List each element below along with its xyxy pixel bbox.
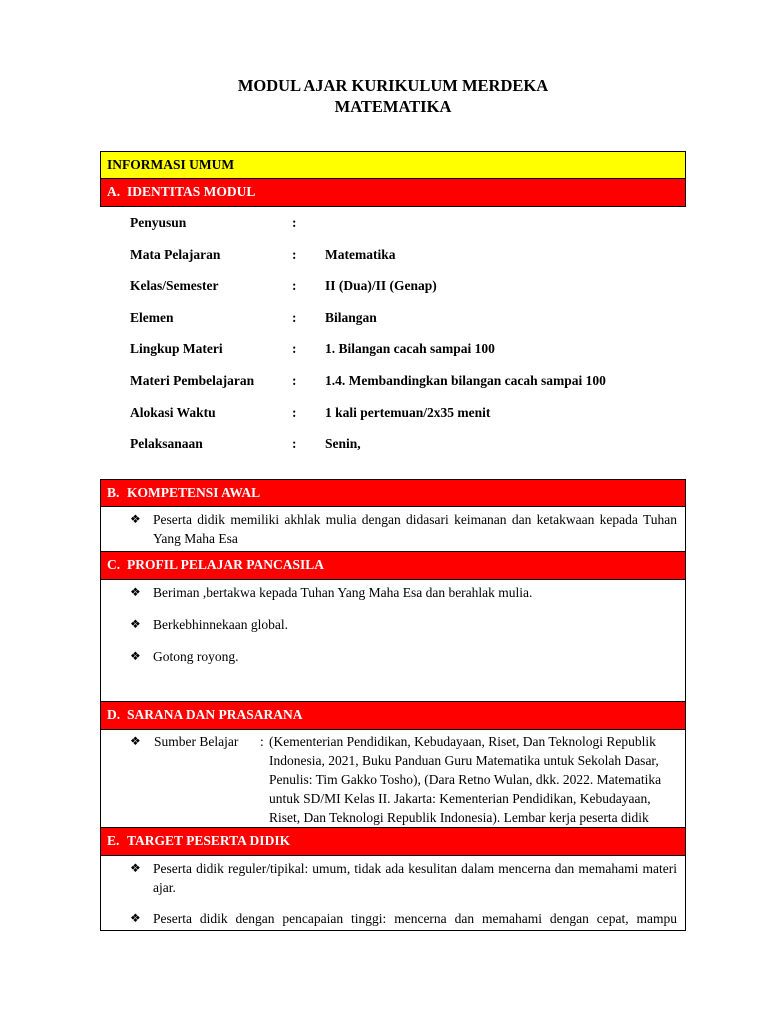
section-c-letter: C. [107,557,121,572]
row-value: Matematika [325,247,396,262]
list-item [101,859,685,897]
row-label: Penyusun [130,215,187,230]
section-b-letter: B. [107,485,120,500]
section-d-letter: D. [107,707,121,722]
row-value: Senin, [325,436,361,451]
diamond-bullet-icon: ❖ [130,512,141,526]
section-c-title: PROFIL PELAJAR PANCASILA [127,557,325,572]
list-item-text: Berkebhinnekaan global. [153,617,288,632]
document-title [0,75,768,117]
section-e-letter: E. [107,833,120,848]
section-c-header [100,552,686,580]
diamond-bullet-icon: ❖ [130,734,141,748]
row-label: Pelaksanaan [130,436,203,451]
list-item [101,510,685,548]
section-b-header [100,479,686,507]
row-label: Mata Pelajaran [130,247,221,262]
section-a-letter: A. [107,184,121,199]
list-item [101,583,685,602]
section-d-header [100,702,686,730]
list-item-text: Peserta didik dengan pencapaian tinggi: mencerna dan memahami dengan cepat, mampu [153,911,677,926]
row-label: Elemen [130,310,174,325]
section-c-body [100,580,686,702]
row-colon: : [292,247,297,262]
list-item [101,615,685,634]
list-item-text: Peserta didik reguler/tipikal: umum, tidak ada kesulitan dalam mencerna dan memahami materi ajar. [153,861,677,895]
sumber-belajar-colon: : [260,734,264,749]
section-e-header [100,828,686,856]
section-a-title: IDENTITAS MODUL [127,184,256,199]
row-value: 1.4. Membandingkan bilangan cacah sampai 100 [325,373,606,388]
row-label: Alokasi Waktu [130,405,216,420]
row-colon: : [292,341,297,356]
row-label: Kelas/Semester [130,278,219,293]
list-item-text: Peserta didik memiliki akhlak mulia dengan didasari keimanan dan ketakwaan kepada Tuhan Yang Maha Esa [153,512,677,546]
list-item [101,647,685,666]
title-line-1: MODUL AJAR KURIKULUM MERDEKA [237,76,549,95]
list-item-text: Beriman ,bertakwa kepada Tuhan Yang Maha Esa dan berahlak mulia. [153,585,533,600]
section-b-title: KOMPETENSI AWAL [127,485,261,500]
row-colon: : [292,310,297,325]
diamond-bullet-icon: ❖ [130,585,141,599]
list-item [101,909,685,928]
section-d-body [100,730,686,828]
diamond-bullet-icon: ❖ [130,861,141,875]
row-colon: : [292,405,297,420]
row-value: II (Dua)/II (Genap) [325,278,437,293]
row-label: Materi Pembelajaran [130,373,255,388]
row-colon: : [292,278,297,293]
row-colon: : [292,215,297,230]
diamond-bullet-icon: ❖ [130,649,141,663]
section-b-body [100,507,686,552]
list-item-text: Gotong royong. [153,649,239,664]
diamond-bullet-icon: ❖ [130,617,141,631]
diamond-bullet-icon: ❖ [130,911,141,925]
info-umum-header: INFORMASI UMUM [100,151,686,179]
sumber-belajar-label: Sumber Belajar [154,734,239,749]
module-table [100,151,686,931]
row-colon: : [292,436,297,451]
section-e-body [100,856,686,931]
section-e-title: TARGET PESERTA DIDIK [127,833,291,848]
row-value: 1 kali pertemuan/2x35 menit [325,405,491,420]
identity-rows [100,207,686,479]
row-colon: : [292,373,297,388]
title-line-2: MATEMATIKA [334,97,452,116]
sumber-belajar-text: (Kementerian Pendidikan, Kebudayaan, Riset, Dan Teknologi Republik Indonesia, 2021, Buku Panduan Guru Matematika untuk Sekolah Dasar, Penulis: Tim Gakko Tosho), (Dara Retno Wulan, dkk. 2022. Matematika untuk SD/MI Kelas II. Jakarta: Kementerian Pendidikan, Kebudayaan, Riset, Dan Teknologi Republik Indonesia). Lembar kerja peserta didik [269,734,662,825]
row-label: Lingkup Materi [130,341,223,356]
section-a-header [100,179,686,207]
row-value: 1. Bilangan cacah sampai 100 [325,341,495,356]
row-value: Bilangan [325,310,377,325]
section-d-title: SARANA DAN PRASARANA [127,707,303,722]
